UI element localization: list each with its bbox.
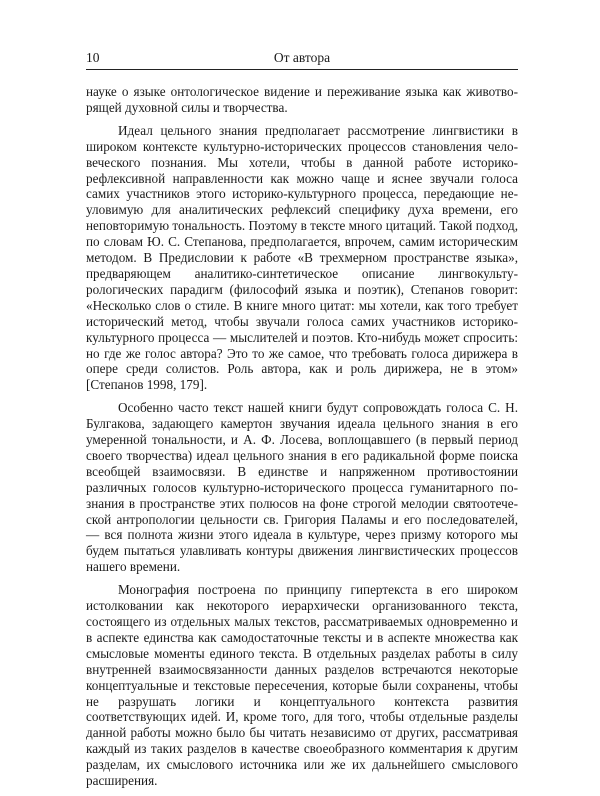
paragraph: Монография построена по принципу гипертекста в его широком истолковании как некоторого иерархически организованного текста, состоящего из отдельных малых текстов, рассматриваемых одновременно и в аспекте единства как самодостаточные тексты и в аспекте множества как смысловые моменты единого текста. В отдельных разделах работы в силу внутренней взаимосвязанности данных разделов встречаются некоторые концептуальные и текстовые пересечения, которые были сохранены, чтобы не разрушать логики и концептуального контекста развития соответствующих идей. И, кроме того, для того, чтобы отдельные разделы данной работы можно было бы читать независимо от других, рассматривая каждый из таких разделов в качестве своеобразного комментария к другим разделам, их смыслового источника или же их дальнейшего смыслового расширения. (86, 582, 518, 789)
paragraph-continuation: науке о языке онтологическое видение и переживание языка как животворящей духовной силы и творчества. (86, 84, 518, 115)
running-head (86, 49, 518, 67)
body-text (86, 84, 518, 796)
paragraph: Идеал цельного знания предполагает рассмотрение лингвистики в широком контексте культурно-исторических процессов становления человеческого познания. Мы хотели, чтобы в данной работе историко-рефлексивной направленности как можно чаще и яснее звучали голоса самих участников этого историко-культурного процесса, передающие неуловимую для аналитических рефлексий специфику духа времени, его неповторимую тональность. Поэтому в тексте много цитаций. Такой подход, по словам Ю. С. Степанова, предполагается, впрочем, самим историческим методом. В Предисловии к работе «В трехмерном пространстве языка», предваряющем аналитико-синтетическое описание лингвокультурологических парадигм (философий языка и поэтик), Степанов говорит: «Несколько слов о стиле. В книге много цитат: мы хотели, как того требует исторический метод, чтобы звучали голоса самих участников историко-культурного процесса — мыслителей и поэтов. Кто-нибудь может спросить: но где же голос автора? Это то же самое, что требовать голоса дирижера в опере среди солистов. Роль автора, как и роль дирижера, не в этом» [Степанов 1998, 179]. (86, 122, 518, 393)
header-rule (86, 69, 518, 70)
running-title: От автора (273, 50, 331, 65)
paragraph: Особенно часто текст нашей книги будут сопровождать голоса С. Н. Булгакова, задающего камертон звучания идеала цельного знания в его умеренной тональности, и А. Ф. Лосева, воплощавшего (в первый период своего творчества) идеал цельного знания в его радикальной форме поиска всеобщей взаимосвязи. В единстве и напряженном противостоянии различных голосов культурно-исторического процесса гуманитарного познания в пространстве этих полюсов на фоне строгой мелодии святоотеческой антропологии цельности св. Григория Паламы и его последователей, — вся полнота жизни этого идеала в культуре, через призму которого мы будем пытаться улавливать контуры движения лингвистических процессов нашего времени. (86, 400, 518, 575)
page-number: 10 (86, 50, 100, 65)
